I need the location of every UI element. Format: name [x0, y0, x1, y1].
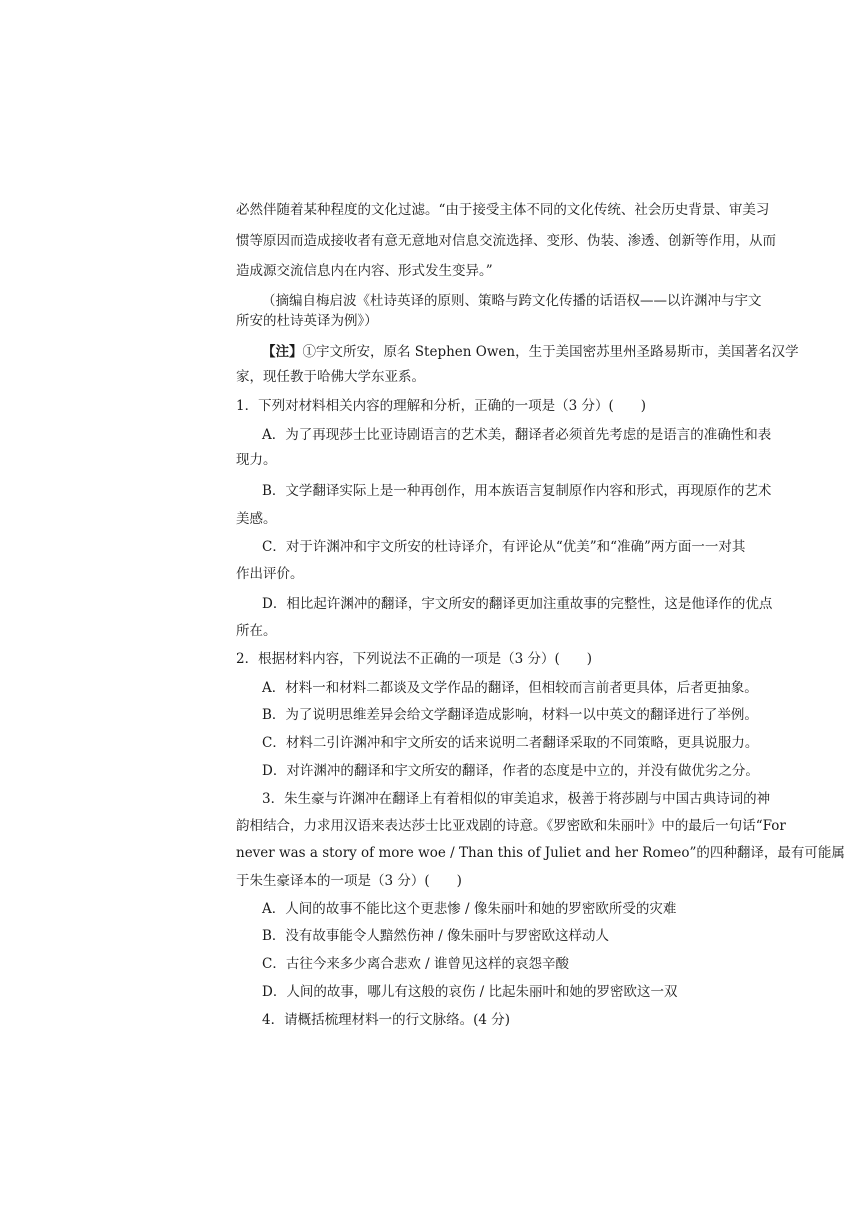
q1-option-c-cont: 作出评价。	[236, 566, 304, 582]
q3-option-a: A．人间的故事不能比这个更悲惨 / 像朱丽叶和她的罗密欧所受的灾难	[262, 901, 677, 917]
source-line-1: （摘编自梅启波《杜诗英译的原则、策略与跨文化传播的话语权——以许渊冲与宇文	[262, 293, 762, 309]
source-line-2: 所安的杜诗英译为例》）	[236, 313, 378, 329]
q3-option-c: C．古往今来多少离合悲欢 / 谁曾见这样的哀怨辛酸	[262, 956, 569, 972]
q1-option-a: A．为了再现莎士比亚诗剧语言的艺术美，翻译者必须首先考虑的是语言的准确性和表	[262, 427, 772, 443]
q2-option-d: D．对许渊冲的翻译和宇文所安的翻译，作者的态度是中立的，并没有做优劣之分。	[262, 763, 759, 779]
note-line-1	[262, 342, 799, 362]
q1-option-c: C．对于许渊冲和宇文所安的杜诗译介，有评论从“优美”和“准确”两方面一一对其	[262, 539, 746, 555]
q3-option-d: D．人间的故事，哪儿有这般的哀伤 / 比起朱丽叶和她的罗密欧这一双	[262, 984, 678, 1000]
q1-option-a-cont: 现力。	[236, 452, 277, 468]
note-line-2: 家，现任教于哈佛大学东亚系。	[236, 369, 425, 385]
q3-stem-1: 3．朱生豪与许渊冲在翻译上有着相似的审美追求，极善于将莎剧与中国古典诗词的神	[262, 791, 771, 807]
intro-line-1: 必然伴随着某种程度的文化过滤。“由于接受主体不同的文化传统、社会历史背景、审美习	[236, 202, 770, 218]
q3-stem-3: never was a story of more woe / Than this of Juliet and her Romeo”的四种翻译，最有可能属	[236, 845, 845, 861]
q4-stem: 4．请概括梳理材料一的行文脉络。(4 分)	[262, 1012, 511, 1028]
q1-stem: 1．下列对材料相关内容的理解和分析，正确的一项是（3 分）( )	[236, 398, 647, 414]
intro-line-3: 造成源交流信息内在内容、形式发生变异。”	[236, 263, 493, 279]
note-text: ①宇文所安，原名 Stephen Owen，生于美国密苏里州圣路易斯市，美国著名汉学	[302, 344, 799, 360]
q3-option-b: B．没有故事能令人黯然伤神 / 像朱丽叶与罗密欧这样动人	[262, 928, 610, 944]
q1-option-b: B．文学翻译实际上是一种再创作，用本族语言复制原作内容和形式，再现原作的艺术	[262, 483, 772, 499]
q2-stem: 2．根据材料内容，下列说法不正确的一项是（3 分）( )	[236, 651, 593, 667]
q2-option-a: A．材料一和材料二都谈及文学作品的翻译，但相较而言前者更具体，后者更抽象。	[262, 680, 758, 696]
note-label: 【注】	[262, 344, 303, 360]
q1-option-b-cont: 美感。	[236, 511, 277, 527]
q1-option-d-cont: 所在。	[236, 623, 277, 639]
q1-option-d: D．相比起许渊冲的翻译，宇文所安的翻译更加注重故事的完整性，这是他译作的优点	[262, 596, 773, 612]
q3-stem-2: 韵相结合，力求用汉语来表达莎士比亚戏剧的诗意。《罗密欧和朱丽叶》中的最后一句话“For	[236, 818, 786, 834]
q2-option-b: B．为了说明思维差异会给文学翻译造成影响，材料一以中英文的翻译进行了举例。	[262, 707, 758, 723]
intro-line-2: 惯等原因而造成接收者有意无意地对信息交流选择、变形、伪装、渗透、创新等作用，从而	[236, 233, 776, 249]
q2-option-c: C．材料二引许渊冲和宇文所安的话来说明二者翻译采取的不同策略，更具说服力。	[262, 735, 759, 751]
q3-stem-4: 于朱生豪译本的一项是（3 分）( )	[236, 873, 462, 889]
